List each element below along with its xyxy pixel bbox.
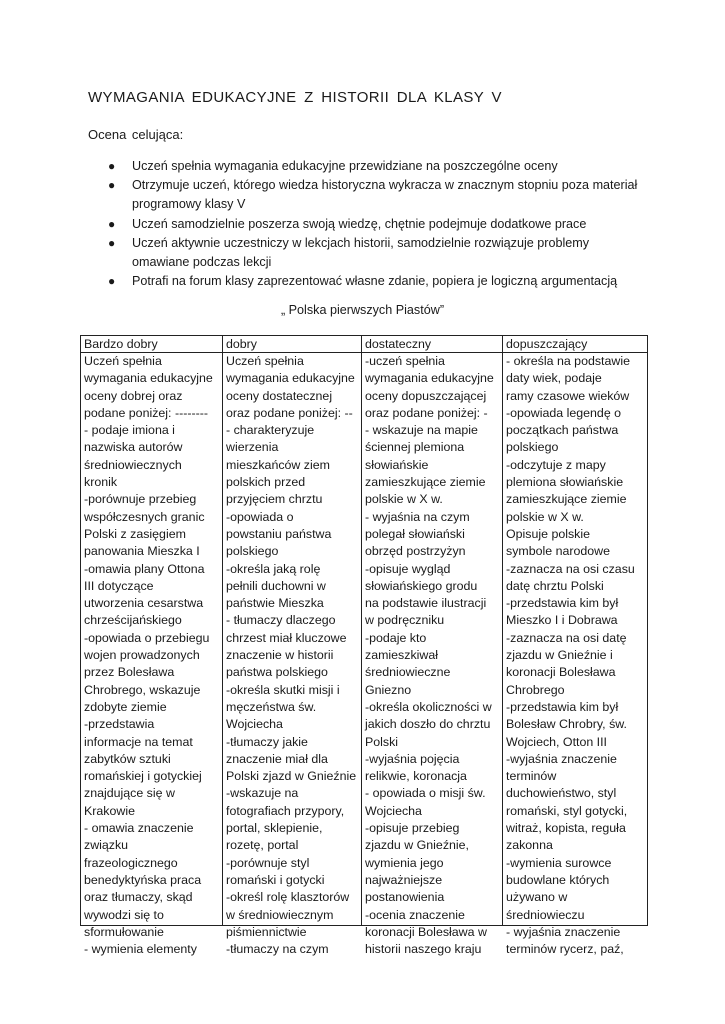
- cell-line: powstaniu państwa: [226, 526, 332, 541]
- cell-line: oraz podane poniżej: -: [365, 405, 488, 420]
- cell-line: -opisuje wygląd: [365, 561, 451, 576]
- cell-line: -odczytuje z mapy: [506, 457, 606, 472]
- grade-label: Ocena celująca:: [88, 127, 184, 142]
- grades-table: [80, 335, 648, 957]
- cell-line: zamieszkujące ziemie: [365, 475, 486, 490]
- cell-line: -podaje kto: [365, 630, 427, 645]
- cell-line: -uczeń spełnia: [365, 354, 445, 368]
- cell-line: relikwie, koronacja: [365, 769, 467, 784]
- cell-line: -określa jaką rolę: [226, 561, 321, 576]
- cell-line: datę chrztu Polski: [506, 578, 604, 593]
- cell-line: Mieszko I i Dobrawa: [506, 613, 618, 628]
- table-header-row: [81, 336, 648, 353]
- cell-line: -opowiada o: [226, 509, 294, 524]
- cell-line: informacje na temat: [84, 734, 193, 749]
- header-dopuszczajacy: dopuszczający: [503, 336, 648, 353]
- cell-line: zamieszkiwał: [365, 648, 438, 663]
- cell-line: słowiańskiego grodu: [365, 578, 478, 593]
- cell-line: polskie w X w.: [365, 492, 443, 507]
- cell-line: polegał słowiański: [365, 526, 465, 541]
- cell-line: oraz podane poniżej: --: [226, 405, 353, 420]
- cell-bardzo-dobry: [81, 353, 223, 957]
- cell-line: Chrobrego: [506, 682, 565, 697]
- cell-line: -opowiada o przebiegu: [84, 630, 210, 645]
- cell-line: zabytków sztuki: [84, 751, 171, 766]
- cell-line: znajdujące się w: [84, 786, 175, 801]
- cell-line: zamieszkujące ziemie: [506, 492, 627, 507]
- cell-line: zdobyte ziemie: [84, 699, 167, 714]
- cell-line: pełnili duchowni w: [226, 578, 326, 593]
- cell-line: nazwiska autorów: [84, 440, 183, 455]
- cell-line: terminów rycerz, paź,: [506, 942, 624, 957]
- cell-line: chrzest miał kluczowe: [226, 630, 347, 645]
- cell-line: - charakteryzuje: [226, 423, 315, 438]
- cell-line: budowlane których: [506, 872, 610, 887]
- cell-line: Wojciech, Otton III: [506, 734, 608, 749]
- cell-line: oraz tłumaczy, skąd: [84, 890, 193, 905]
- cell-line: -określ rolę klasztorów: [226, 890, 350, 905]
- cell-line: obrzęd postrzyżyn: [365, 544, 466, 559]
- cell-line: wywodzi się to: [84, 907, 164, 922]
- cell-line: znaczenie miał dla: [226, 751, 328, 766]
- cell-line: Opisuje polskie: [506, 526, 591, 541]
- cell-line: Uczeń spełnia: [226, 354, 304, 368]
- list-item: [108, 176, 648, 214]
- cell-line: - wyjaśnia na czym: [365, 509, 470, 524]
- list-item: [108, 272, 648, 291]
- cell-line: -omawia plany Ottona: [84, 561, 205, 576]
- cell-line: - wyjaśnia znaczenie: [506, 924, 621, 939]
- cell-line: początkach państwa: [506, 423, 619, 438]
- cell-line: utworzenia cesarstwa: [84, 596, 204, 611]
- cell-line: -wyjaśnia pojęcia: [365, 751, 460, 766]
- cell-line: -tłumaczy jakie: [226, 734, 308, 749]
- cell-line: - wskazuje na mapie: [365, 423, 478, 438]
- cell-line: znaczenie w historii: [226, 648, 334, 663]
- cell-line: związku: [84, 838, 129, 853]
- cell-line: wymagania edukacyjne: [365, 371, 494, 386]
- cell-line: romański i gotycki: [226, 872, 325, 887]
- cell-line: zjazdu w Gnieźnie,: [365, 838, 469, 853]
- cell-line: terminów: [506, 769, 557, 784]
- cell-line: rozetę, portal: [226, 838, 299, 853]
- cell-line: -przedstawia kim był: [506, 596, 619, 611]
- list-item: [108, 234, 648, 272]
- cell-line: -ocenia znaczenie: [365, 907, 465, 922]
- cell-line: symbole narodowe: [506, 544, 611, 559]
- bullet-icon: ●: [108, 235, 116, 250]
- cell-line: - tłumaczy dlaczego: [226, 613, 336, 628]
- criterion-text: Otrzymuje uczeń, którego wiedza historyczna wykracza w znacznym stopniu poza materiał programowy klasy V: [132, 178, 638, 212]
- cell-line: wojen prowadzonych: [84, 648, 200, 663]
- cell-line: frazeologicznego: [84, 855, 178, 870]
- cell-line: -wymienia surowce: [506, 855, 612, 870]
- cell-dostateczny: [362, 353, 503, 957]
- cell-line: - określa na podstawie: [506, 354, 630, 368]
- cell-line: -tłumaczy na czym: [226, 942, 329, 957]
- cell-line: Wojciecha: [226, 717, 283, 732]
- cell-line: mieszkańców ziem: [226, 457, 330, 472]
- cell-line: sformułowanie: [84, 924, 164, 939]
- cell-line: Polski z zasięgiem: [84, 526, 186, 541]
- cell-line: Polski: [365, 734, 399, 749]
- cell-line: państwa polskiego: [226, 665, 328, 680]
- criterion-text: Potrafi na forum klasy zaprezentować własne zdanie, popiera je logiczną argumentacją: [132, 274, 618, 289]
- cell-line: romański, styl gotycki,: [506, 803, 628, 818]
- cell-line: plemiona słowiańskie: [506, 475, 624, 490]
- cell-line: zakonna: [506, 838, 553, 853]
- criterion-text: Uczeń spełnia wymagania edukacyjne przewidziane na poszczególne oceny: [132, 159, 558, 173]
- cell-line: -określa skutki misji i: [226, 682, 340, 697]
- cell-line: używano w: [506, 890, 568, 905]
- cell-line: Chrobrego, wskazuje: [84, 682, 201, 697]
- list-item: [108, 157, 648, 176]
- cell-line: oceny dobrej oraz: [84, 388, 183, 403]
- cell-line: witraż, kopista, reguła: [506, 821, 626, 836]
- bullet-icon: ●: [108, 178, 116, 193]
- cell-line: średniowieczne: [365, 665, 451, 680]
- criterion-text: Uczeń samodzielnie poszerza swoją wiedzę, chętnie podejmuje dodatkowe prace: [132, 216, 587, 231]
- cell-line: wymienia jego: [365, 855, 444, 870]
- cell-line: postanowienia: [365, 890, 445, 905]
- cell-line: oceny dostatecznej: [226, 388, 333, 403]
- cell-line: piśmiennictwie: [226, 924, 307, 939]
- criterion-text: Uczeń aktywnie uczestniczy w lekcjach historii, samodzielnie rozwiązuje problemy omawiane podczas lekcji: [132, 235, 590, 270]
- cell-line: polskich przed: [226, 475, 306, 490]
- cell-line: - wymienia elementy: [84, 942, 197, 957]
- cell-line: - podaje imiona i: [84, 423, 175, 438]
- cell-line: ściennej plemiona: [365, 440, 465, 455]
- bullet-icon: ●: [108, 216, 116, 231]
- criteria-list: [108, 157, 648, 291]
- cell-line: zjazdu w Gnieźnie i: [506, 648, 613, 663]
- cell-line: na podstawie ilustracji: [365, 596, 487, 611]
- header-bardzo-dobry: Bardzo dobry: [81, 336, 223, 353]
- cell-line: -wyjaśnia znaczenie: [506, 751, 617, 766]
- cell-line: polskiego: [226, 544, 279, 559]
- cell-line: koronacji Bolesława: [506, 665, 616, 680]
- cell-line: najważniejsze: [365, 872, 443, 887]
- list-item: [108, 215, 648, 234]
- cell-line: wymagania edukacyjne: [226, 371, 355, 386]
- cell-line: III dotyczące: [84, 578, 154, 593]
- cell-line: polskiego: [506, 440, 559, 455]
- cell-line: -przedstawia: [84, 717, 155, 732]
- table-row: [81, 353, 648, 926]
- cell-line: średniowiecznych: [84, 457, 182, 472]
- cell-line: Wojciecha: [365, 803, 422, 818]
- cell-line: -przedstawia kim był: [506, 699, 619, 714]
- cell-line: w średniowiecznym: [226, 907, 334, 922]
- cell-line: jakich doszło do chrztu: [365, 717, 491, 732]
- cell-line: historii naszego kraju: [365, 942, 482, 957]
- bullet-icon: ●: [108, 274, 116, 289]
- cell-dobry: [223, 353, 362, 957]
- section-title: „ Polska pierwszych Piastów”: [280, 303, 445, 317]
- cell-line: Polski zjazd w Gnieźnie: [226, 769, 357, 784]
- cell-line: męczeństwa św.: [226, 699, 317, 714]
- cell-line: -opowiada legendę o: [506, 405, 622, 420]
- cell-dopuszczajacy: [503, 353, 648, 957]
- cell-line: romańskiej i gotyckiej: [84, 769, 202, 784]
- cell-line: duchowieństwo, styl: [506, 786, 617, 801]
- cell-line: Bolesław Chrobry, św.: [506, 717, 627, 732]
- cell-line: polskie w X w.: [506, 509, 584, 524]
- page-title: WYMAGANIA EDUKACYJNE Z HISTORII DLA KLASY V: [88, 89, 502, 106]
- cell-line: benedyktyńska praca: [84, 872, 202, 887]
- header-dobry: dobry: [223, 336, 362, 353]
- cell-line: portal, sklepienie,: [226, 821, 323, 836]
- cell-line: -opisuje przebieg: [365, 821, 460, 836]
- cell-line: Uczeń spełnia: [84, 354, 162, 368]
- cell-line: współczesnych granic: [84, 509, 205, 524]
- cell-line: koronacji Bolesława w: [365, 924, 487, 939]
- cell-line: słowiańskie: [365, 457, 429, 472]
- cell-line: ramy czasowe wieków: [506, 388, 630, 403]
- header-dostateczny: dostateczny: [362, 336, 503, 353]
- cell-line: -porównuje przebieg: [84, 492, 197, 507]
- cell-line: Krakowie: [84, 803, 135, 818]
- cell-line: w podręczniku: [365, 613, 445, 628]
- cell-line: państwie Mieszka: [226, 596, 324, 611]
- cell-line: średniowieczu: [506, 907, 585, 922]
- bullet-icon: ●: [108, 159, 116, 173]
- cell-line: - omawia znaczenie: [84, 821, 194, 836]
- cell-line: przez Bolesława: [84, 665, 175, 680]
- cell-line: wierzenia: [226, 440, 279, 455]
- cell-line: -porównuje styl: [226, 855, 310, 870]
- cell-line: daty wiek, podaje: [506, 371, 602, 386]
- cell-line: kronik: [84, 475, 118, 490]
- cell-line: -wskazuje na: [226, 786, 299, 801]
- cell-line: -zaznacza na osi czasu: [506, 561, 635, 576]
- cell-line: podane poniżej: --------: [84, 405, 208, 420]
- cell-line: Gniezno: [365, 682, 412, 697]
- cell-line: -zaznacza na osi datę: [506, 630, 627, 645]
- cell-line: przyjęciem chrztu: [226, 492, 323, 507]
- cell-line: - opowiada o misji św.: [365, 786, 486, 801]
- cell-line: fotografiach przypory,: [226, 803, 345, 818]
- cell-line: oceny dopuszczającej: [365, 388, 487, 403]
- cell-line: wymagania edukacyjne: [84, 371, 213, 386]
- cell-line: panowania Mieszka I: [84, 544, 200, 559]
- cell-line: chrześcijańskiego: [84, 613, 182, 628]
- cell-line: -określa okoliczności w: [365, 699, 492, 714]
